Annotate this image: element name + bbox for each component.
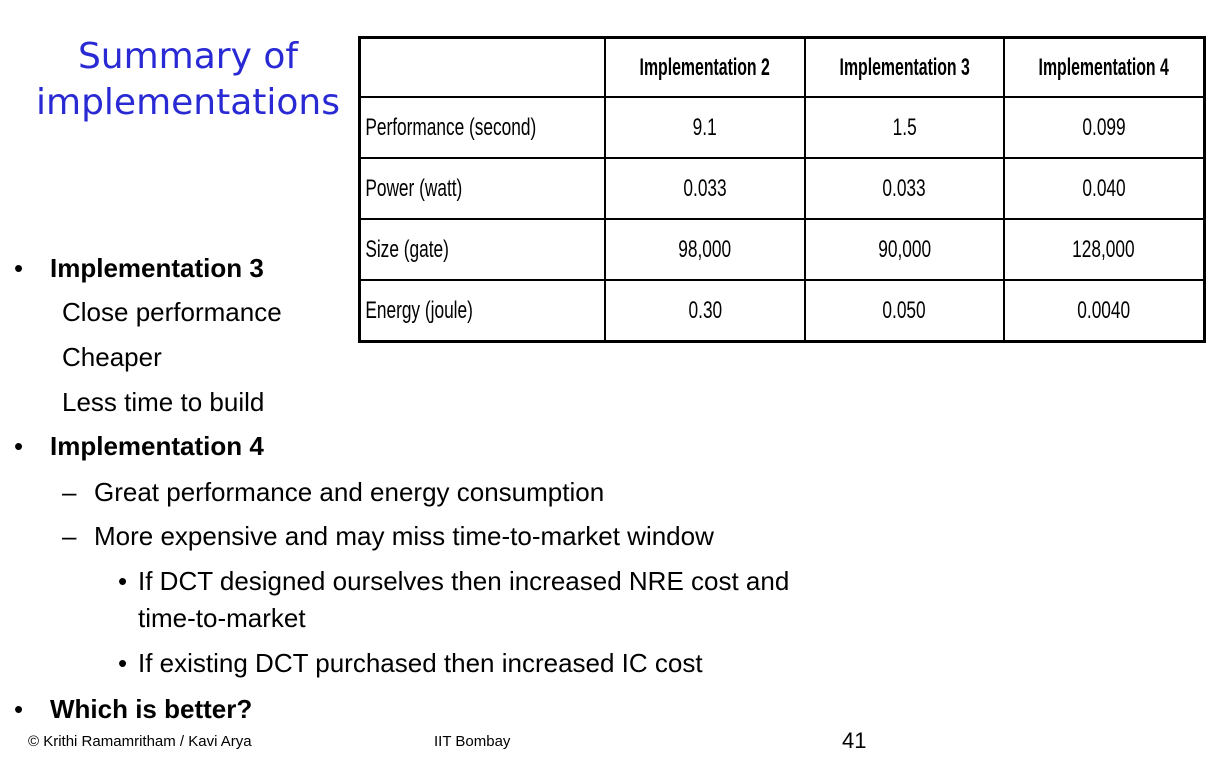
page-number: 41 — [842, 728, 867, 753]
bullet-marker: • — [118, 648, 128, 678]
sub-point: Less time to build — [62, 387, 265, 417]
table-row — [360, 219, 1205, 280]
dash-text: Great performance and energy consumption — [94, 477, 605, 507]
table-cell: 0.050 — [805, 280, 1004, 342]
footer-copyright: © Krithi Ramamritham / Kavi Arya — [28, 733, 252, 750]
bullet-marker: • — [14, 253, 24, 283]
bullet-heading: Implementation 4 — [50, 431, 264, 461]
bullet-question: Which is better? — [50, 694, 253, 724]
table-cell: 0.0040 — [1004, 280, 1204, 342]
table-cell: 0.30 — [605, 280, 804, 342]
footer-institution: IIT Bombay — [434, 733, 511, 750]
table-header-cell: Implementation 4 — [1004, 38, 1204, 98]
table-header-cell: Implementation 2 — [605, 38, 804, 98]
row-label: Power (watt) — [360, 158, 606, 219]
table-cell: 0.033 — [805, 158, 1004, 219]
sub-point: Close performance — [62, 297, 282, 327]
table-header-cell — [360, 38, 606, 98]
row-label: Performance (second) — [360, 97, 606, 158]
table-row — [360, 158, 1205, 219]
slide-title: Summary of implementations — [36, 36, 340, 123]
table-cell: 0.040 — [1004, 158, 1204, 219]
table-cell: 0.033 — [605, 158, 804, 219]
implementation-table — [358, 36, 1206, 343]
row-label: Size (gate) — [360, 219, 606, 280]
table-cell: 9.1 — [605, 97, 804, 158]
table-cell: 128,000 — [1004, 219, 1204, 280]
sub-bullet-text: If existing DCT purchased then increased IC cost — [138, 648, 703, 678]
sub-bullet-text: time-to-market — [138, 603, 306, 633]
table-cell: 90,000 — [805, 219, 1004, 280]
table-row — [360, 280, 1205, 342]
table-header-cell: Implementation 3 — [805, 38, 1004, 98]
table-cell: 0.099 — [1004, 97, 1204, 158]
bullet-marker: • — [14, 431, 24, 461]
sub-bullet-text: If DCT designed ourselves then increased NRE cost and — [138, 566, 790, 596]
row-label: Energy (joule) — [360, 280, 606, 342]
table-cell: 98,000 — [605, 219, 804, 280]
dash-text: More expensive and may miss time-to-market window — [94, 521, 714, 551]
bullet-marker: • — [14, 694, 24, 724]
table-cell: 1.5 — [805, 97, 1004, 158]
bullet-heading: Implementation 3 — [50, 253, 264, 283]
dash-marker: – — [62, 521, 77, 551]
table-header-row — [360, 38, 1205, 98]
bullet-marker: • — [118, 566, 128, 596]
dash-marker: – — [62, 477, 77, 507]
sub-point: Cheaper — [62, 342, 162, 372]
table-row — [360, 97, 1205, 158]
